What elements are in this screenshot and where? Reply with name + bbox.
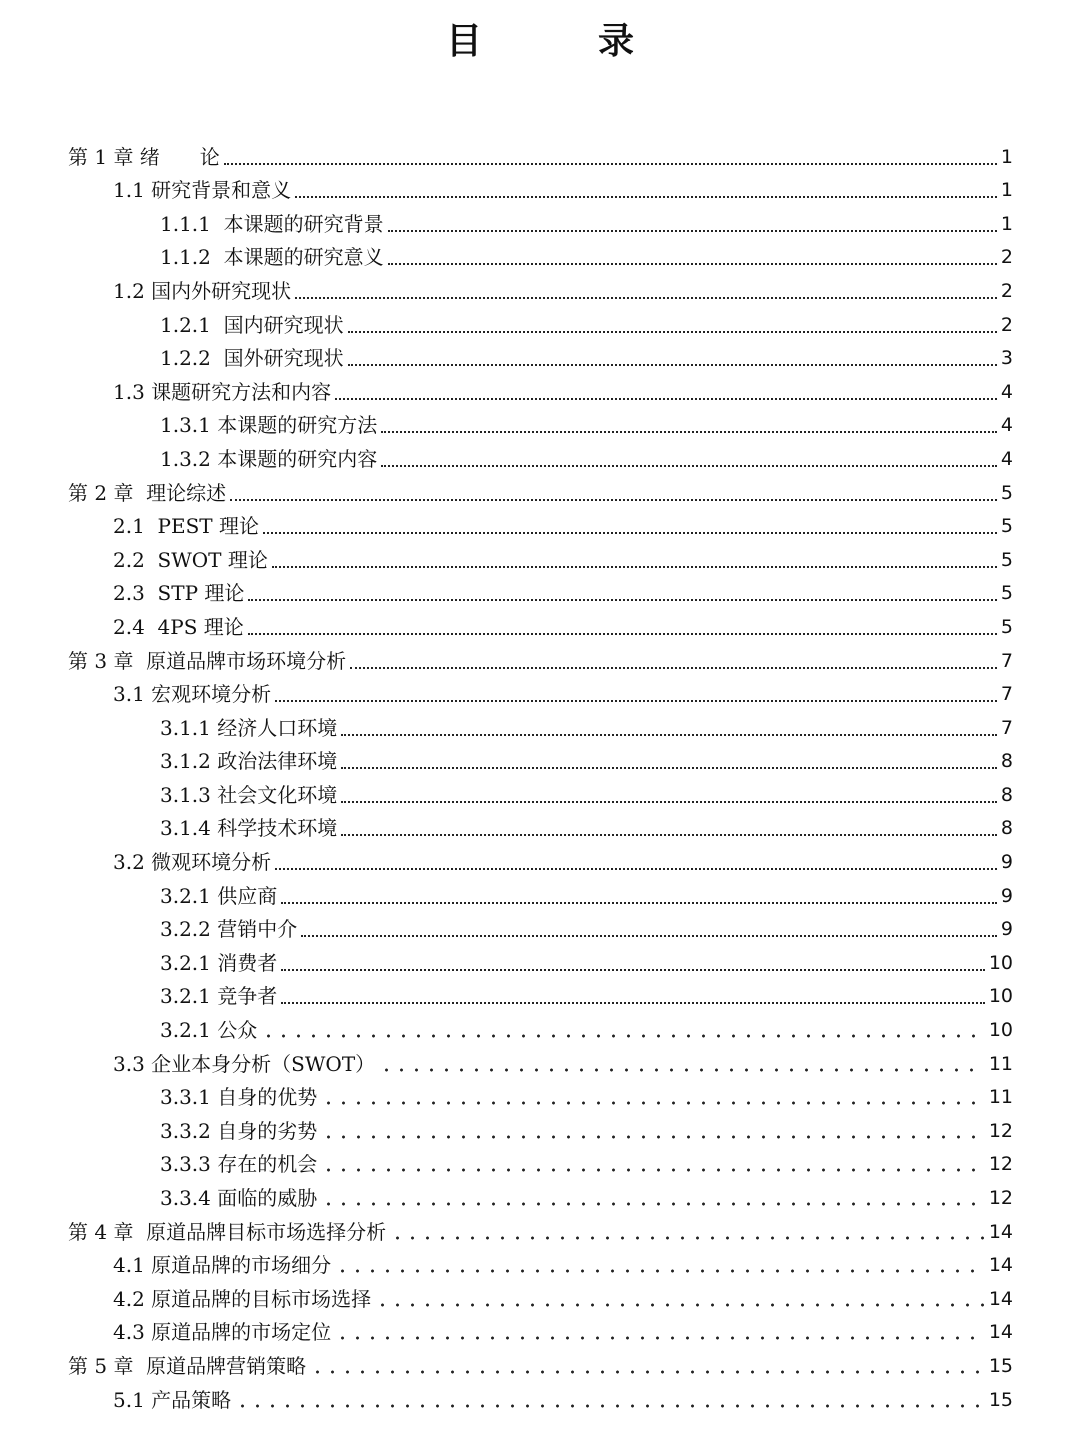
- toc-entry[interactable]: [0, 914, 1080, 948]
- toc-entry-title: 3.1 宏观环境分析: [113, 682, 272, 707]
- toc-entry-title: 第 5 章 原道品牌营销策略: [68, 1353, 307, 1378]
- toc-entry-title: 1.1 研究背景和意义: [113, 178, 292, 203]
- toc-entry-title: 1.1.1 本课题的研究背景: [160, 211, 384, 236]
- toc-entry[interactable]: [0, 343, 1080, 377]
- toc-entry[interactable]: [0, 746, 1080, 780]
- dot-leader: [388, 230, 997, 232]
- dot-leader: [295, 297, 997, 299]
- dot-leader: [341, 834, 997, 836]
- toc-entry-page-number: 1: [1000, 145, 1013, 168]
- dot-leader: [272, 566, 997, 568]
- toc-entry-page-number: 2: [1000, 279, 1013, 302]
- toc-entry-title: 3.3.2 自身的劣势: [160, 1118, 318, 1143]
- toc-entry-title: 3.3 企业本身分析（SWOT）: [113, 1051, 376, 1076]
- toc-entry-title: 3.3.3 存在的机会: [160, 1152, 318, 1177]
- toc-entry-page-number: 7: [1000, 683, 1013, 706]
- toc-entry-page-number: 8: [1000, 817, 1013, 840]
- toc-entry-title: 3.2.1 供应商: [160, 883, 278, 908]
- toc-entry-page-number: 9: [1000, 884, 1013, 907]
- dot-leader: [390, 1235, 985, 1241]
- toc-entry[interactable]: [0, 175, 1080, 209]
- toc-entry-page-number: 9: [1000, 918, 1013, 941]
- toc-entry-title: 1.3.1 本课题的研究方法: [160, 413, 378, 438]
- toc-entry-title: 3.3.1 自身的优势: [160, 1085, 318, 1110]
- toc-entry-page-number: 2: [1000, 246, 1013, 269]
- dot-leader: [295, 196, 997, 198]
- toc-entry[interactable]: [0, 880, 1080, 914]
- dot-leader: [248, 599, 997, 601]
- toc-entry[interactable]: [0, 477, 1080, 511]
- dot-leader: [341, 801, 997, 803]
- toc-entry[interactable]: [0, 1082, 1080, 1116]
- toc-entry-title: 4.2 原道品牌的目标市场选择: [113, 1286, 372, 1311]
- toc-entry-title: 3.1.2 政治法律环境: [160, 749, 338, 774]
- dot-leader: [379, 1067, 985, 1073]
- toc-entry-page-number: 7: [1000, 649, 1013, 672]
- toc-entry[interactable]: [0, 141, 1080, 175]
- toc-entry-page-number: 1: [1000, 212, 1013, 235]
- toc-entry[interactable]: [0, 947, 1080, 981]
- toc-entry-page-number: 10: [988, 1019, 1013, 1042]
- dot-leader: [281, 1002, 985, 1004]
- toc-entry[interactable]: [0, 275, 1080, 309]
- dot-leader: [230, 499, 997, 501]
- toc-entry-title: 1.3 课题研究方法和内容: [113, 379, 332, 404]
- dot-leader: [321, 1167, 985, 1173]
- dot-leader: [388, 263, 997, 265]
- dot-leader: [281, 902, 997, 904]
- toc-entry[interactable]: [0, 846, 1080, 880]
- toc-entry-page-number: 3: [1000, 347, 1013, 370]
- toc-entry-page-number: 4: [1000, 414, 1013, 437]
- toc-entry-title: 4.1 原道品牌的市场细分: [113, 1253, 332, 1278]
- toc-entry-page-number: 11: [988, 1052, 1013, 1075]
- dot-leader: [375, 1302, 985, 1308]
- dot-leader: [348, 364, 997, 366]
- toc-entry-page-number: 14: [988, 1254, 1013, 1277]
- dot-leader: [335, 1335, 985, 1341]
- dot-leader: [341, 734, 997, 736]
- toc-entry-page-number: 5: [1000, 481, 1013, 504]
- toc-entry-page-number: 14: [988, 1287, 1013, 1310]
- toc-entry-page-number: 5: [1000, 615, 1013, 638]
- dot-leader: [275, 868, 997, 870]
- toc-entry[interactable]: [0, 779, 1080, 813]
- dot-leader: [381, 431, 997, 433]
- dot-leader: [301, 935, 997, 937]
- toc-entry[interactable]: [0, 981, 1080, 1015]
- toc-entry-page-number: 5: [1000, 582, 1013, 605]
- dot-leader: [248, 633, 997, 635]
- toc-entry-page-number: 9: [1000, 851, 1013, 874]
- dot-leader: [321, 1134, 985, 1140]
- toc-entry-title: 第 1 章 绪 论: [68, 144, 220, 169]
- toc-entry-page-number: 10: [988, 951, 1013, 974]
- toc-entry[interactable]: [0, 544, 1080, 578]
- toc-entry-page-number: 14: [988, 1321, 1013, 1344]
- toc-entry-title: 第 3 章 原道品牌市场环境分析: [68, 648, 347, 673]
- toc-entry-title: 3.2.1 公众: [160, 1018, 258, 1043]
- toc-entry-page-number: 5: [1000, 548, 1013, 571]
- toc-entry-title: 1.3.2 本课题的研究内容: [160, 446, 378, 471]
- toc-entry-page-number: 15: [988, 1354, 1013, 1377]
- toc-entry-title: 3.2.2 营销中介: [160, 917, 298, 942]
- dot-leader: [335, 398, 997, 400]
- toc-entry[interactable]: [0, 511, 1080, 545]
- dot-leader: [281, 969, 985, 971]
- toc-entry-title: 5.1 产品策略: [113, 1387, 232, 1412]
- toc-entry[interactable]: [0, 1216, 1080, 1250]
- dot-leader: [350, 667, 997, 669]
- toc-entry-title: 2.3 STP 理论: [113, 581, 245, 606]
- toc-entry[interactable]: [0, 679, 1080, 713]
- dot-leader: [381, 465, 997, 467]
- toc-entry[interactable]: [0, 1014, 1080, 1048]
- toc-entry-title: 第 2 章 理论综述: [68, 480, 227, 505]
- toc-entry-title: 3.2 微观环境分析: [113, 850, 272, 875]
- dot-leader: [341, 767, 997, 769]
- toc-entry-page-number: 12: [988, 1153, 1013, 1176]
- toc-entry[interactable]: [0, 645, 1080, 679]
- toc-entry[interactable]: [0, 1317, 1080, 1351]
- dot-leader: [321, 1100, 985, 1106]
- dot-leader: [321, 1201, 985, 1207]
- toc-entry-page-number: 4: [1000, 380, 1013, 403]
- toc-entry-page-number: 15: [988, 1388, 1013, 1411]
- toc-entry-page-number: 12: [988, 1119, 1013, 1142]
- toc-entry-title: 1.2.1 国内研究现状: [160, 312, 344, 337]
- toc-entry[interactable]: [0, 1182, 1080, 1216]
- toc-entry-title: 3.2.1 竞争者: [160, 984, 278, 1009]
- toc-entry[interactable]: [0, 1048, 1080, 1082]
- toc-entry-page-number: 1: [1000, 179, 1013, 202]
- toc-entry[interactable]: [0, 1250, 1080, 1284]
- toc-entry-page-number: 8: [1000, 783, 1013, 806]
- toc-entry[interactable]: [0, 208, 1080, 242]
- toc-entry-title: 1.2 国内外研究现状: [113, 278, 292, 303]
- toc-entry-page-number: 10: [988, 985, 1013, 1008]
- toc-entry-title: 3.2.1 消费者: [160, 950, 278, 975]
- toc-entry-title: 1.2.2 国外研究现状: [160, 346, 344, 371]
- toc-entry-title: 4.3 原道品牌的市场定位: [113, 1320, 332, 1345]
- toc-entry-page-number: 5: [1000, 515, 1013, 538]
- toc-entry-page-number: 7: [1000, 716, 1013, 739]
- toc-entry[interactable]: [0, 813, 1080, 847]
- toc-entry-title: 3.1.3 社会文化环境: [160, 782, 338, 807]
- dot-leader: [224, 163, 997, 165]
- dot-leader: [275, 700, 997, 702]
- toc-entry[interactable]: [0, 712, 1080, 746]
- toc-entry[interactable]: [0, 1149, 1080, 1183]
- toc-entry[interactable]: [0, 309, 1080, 343]
- toc-entry[interactable]: [0, 242, 1080, 276]
- dot-leader: [235, 1403, 985, 1409]
- toc-entry-title: 2.4 4PS 理论: [113, 614, 244, 639]
- toc-entry-title: 1.1.2 本课题的研究意义: [160, 245, 384, 270]
- toc-entry[interactable]: [0, 410, 1080, 444]
- toc-entry[interactable]: [0, 443, 1080, 477]
- page-title: 目 录: [445, 21, 674, 62]
- toc-entry-page-number: 4: [1000, 447, 1013, 470]
- toc-entry-title: 2.1 PEST 理论: [113, 514, 259, 539]
- toc-entry[interactable]: [0, 611, 1080, 645]
- table-of-contents: [0, 141, 1080, 1418]
- toc-entry-page-number: 14: [988, 1220, 1013, 1243]
- toc-entry-title: 第 4 章 原道品牌目标市场选择分析: [68, 1219, 387, 1244]
- toc-entry-page-number: 8: [1000, 750, 1013, 773]
- dot-leader: [335, 1268, 985, 1274]
- dot-leader: [348, 331, 997, 333]
- toc-entry[interactable]: [0, 1283, 1080, 1317]
- toc-entry-title: 2.2 SWOT 理论: [113, 547, 268, 572]
- dot-leader: [263, 532, 997, 534]
- toc-entry[interactable]: [0, 1350, 1080, 1384]
- toc-entry-title: 3.3.4 面临的威胁: [160, 1186, 318, 1210]
- dot-leader: [310, 1369, 985, 1375]
- toc-entry[interactable]: [0, 1384, 1080, 1418]
- toc-entry[interactable]: [0, 578, 1080, 612]
- toc-entry[interactable]: [0, 376, 1080, 410]
- toc-entry-page-number: 2: [1000, 313, 1013, 336]
- toc-entry-title: 3.1.1 经济人口环境: [160, 715, 338, 740]
- toc-entry-page-number: 11: [988, 1086, 1013, 1109]
- dot-leader: [261, 1033, 985, 1039]
- toc-entry[interactable]: [0, 1115, 1080, 1149]
- toc-entry-title: 3.1.4 科学技术环境: [160, 816, 338, 841]
- toc-entry-page-number: 12: [988, 1187, 1013, 1209]
